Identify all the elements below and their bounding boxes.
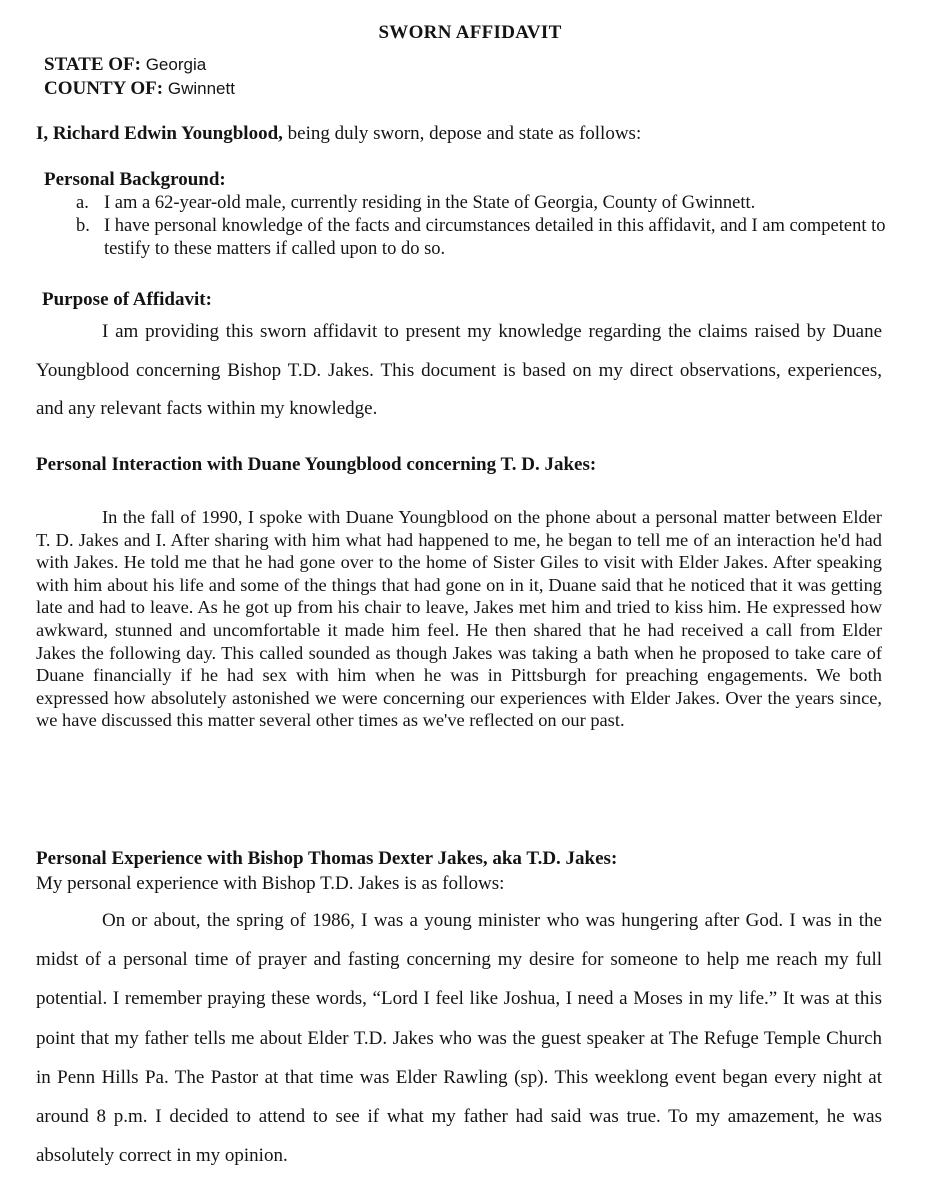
state-value: Georgia: [145, 55, 207, 74]
county-line: [44, 78, 235, 100]
list-item-text: I have personal knowledge of the facts and circumstances detailed in this affidavit, and I am competent to testify to these matters if called upon to do so.: [104, 216, 886, 259]
list-marker: a.: [76, 193, 89, 213]
background-heading: Personal Background:: [44, 169, 226, 190]
experience-intro: My personal experience with Bishop T.D. Jakes is as follows:: [36, 873, 505, 894]
background-list: [76, 192, 886, 261]
interaction-heading: Personal Interaction with Duane Youngblood concerning T. D. Jakes:: [36, 454, 597, 475]
oath-statement: [36, 123, 641, 145]
list-item: [76, 192, 886, 215]
experience-heading: Personal Experience with Bishop Thomas Dexter Jakes, aka T.D. Jakes:: [36, 848, 618, 869]
county-label: COUNTY OF:: [44, 78, 164, 99]
oath-text: being duly sworn, depose and state as follows:: [282, 123, 642, 144]
list-item-text: I am a 62-year-old male, currently residing in the State of Georgia, County of Gwinnett.: [104, 193, 756, 213]
state-line: [44, 54, 206, 76]
county-value: Gwinnett: [167, 79, 235, 98]
list-item: [76, 215, 886, 261]
purpose-heading: Purpose of Affidavit:: [42, 289, 212, 310]
document-title: SWORN AFFIDAVIT: [378, 22, 562, 43]
affiant-name: I, Richard Edwin Youngblood,: [36, 123, 283, 144]
experience-paragraph: On or about, the spring of 1986, I was a young minister who was hungering after God. I was in the midst of a personal time of prayer and fasting concerning my desire for someone to help me reach my full potential. I remember praying these words, “Lord I feel like Joshua, I need a Moses in my life.” It was at this point that my father tells me about Elder T.D. Jakes who was the guest speaker at The Refuge Temple Church in Penn Hills Pa. The Pastor at that time was Elder Rawling (sp). This weeklong event began every night at around 8 p.m. I decided to attend to see if what my father had said was true. To my amazement, he was absolutely correct in my opinion.: [36, 910, 882, 1167]
state-label: STATE OF:: [44, 54, 141, 75]
list-marker: b.: [76, 216, 90, 236]
purpose-paragraph: I am providing this sworn affidavit to present my knowledge regarding the claims raised by Duane Youngblood concerning Bishop T.D. Jakes. This document is based on my direct observations, experiences, and any relevant facts within my knowledge.: [36, 321, 882, 419]
interaction-paragraph: In the fall of 1990, I spoke with Duane Youngblood on the phone about a personal matter between Elder T. D. Jakes and I. After sharing with him what had happened to me, he began to tell me of an interaction he'd had with Jakes. He told me that he had gone over to the home of Sister Giles to visit with Elder Jakes. After speaking with him about his life and some of the things that had gone on in it, Duane said that he noticed that it was getting late and had to leave. As he got up from his chair to leave, Jakes met him and tried to kiss him. He expressed how awkward, stunned and uncomfortable it made him feel. He then shared that he had received a call from Elder Jakes the following day. This called sounded as though Jakes was taking a bath when he proposed to take care of Duane financially if he had sex with him when he was in Pittsburgh for preaching engagements. We both expressed how absolutely astonished we were concerning our experiences with Elder Jakes. Over the years since, we have discussed this matter several other times as we've reflected on our past.: [36, 507, 882, 731]
